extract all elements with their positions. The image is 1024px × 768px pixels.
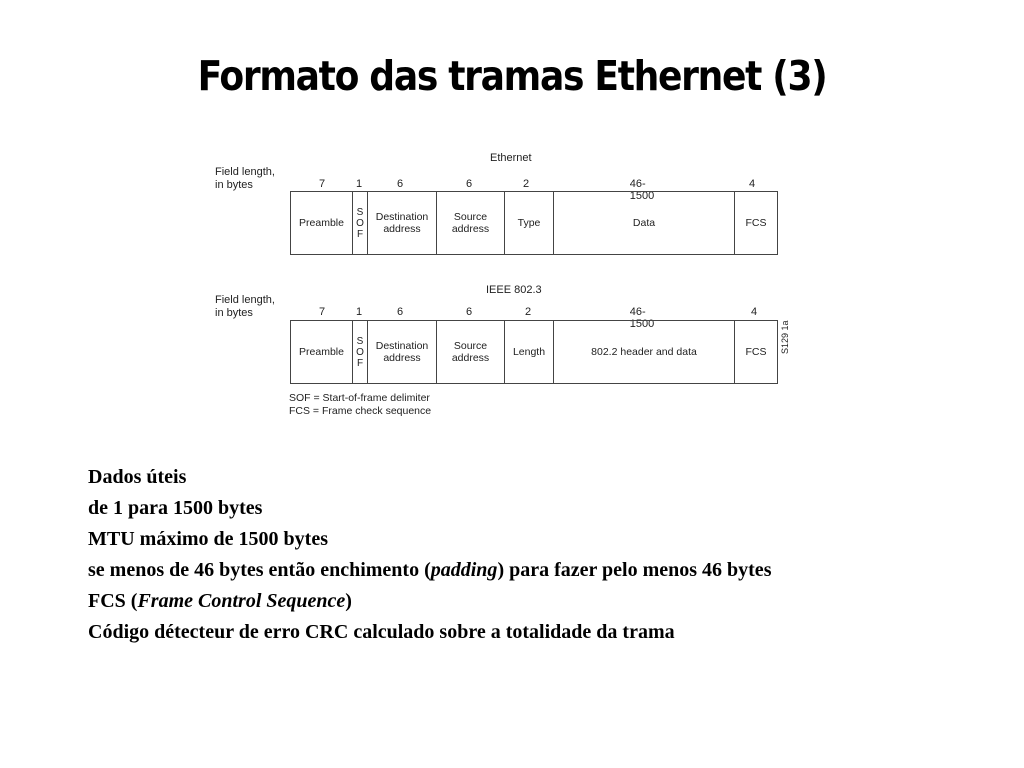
- figure-number: S129 1a: [780, 320, 790, 354]
- body-line: FCS (Frame Control Sequence): [88, 590, 352, 612]
- fcs-field: FCS: [745, 346, 767, 358]
- legend: SOF = Start-of-frame delimiter FCS = Frame check sequence: [289, 392, 432, 417]
- body-line: Dados úteis: [88, 466, 187, 488]
- preamble-field: Preamble: [291, 321, 353, 383]
- header-and-data-field: 802.2 header and data: [554, 321, 735, 383]
- data-field: Data: [554, 192, 735, 254]
- ieee-caption: IEEE 802.3: [486, 284, 542, 296]
- field-length-label: Field length, in bytes: [215, 166, 275, 191]
- ieee-frame: [290, 320, 778, 384]
- body-line: se menos de 46 bytes então enchimento (padding) para fazer pelo menos 46 bytes: [88, 559, 772, 581]
- body-line: Código détecteur de erro CRC calculado sobre a totalidade da trama: [88, 621, 675, 643]
- fcs-field: FCS: [745, 217, 767, 229]
- sof-field: S O F: [353, 192, 368, 254]
- slide-body: [88, 462, 988, 648]
- ethernet-frame: [290, 191, 778, 255]
- destination-address-field: Destination address: [368, 321, 437, 383]
- field-length-label: Field length, in bytes: [215, 294, 275, 319]
- source-address-field: Source address: [437, 321, 505, 383]
- destination-address-field: Destination address: [368, 192, 437, 254]
- slide-title: Formato das tramas Ethernet (3): [197, 52, 827, 100]
- body-line: de 1 para 1500 bytes: [88, 497, 263, 519]
- source-address-field: Source address: [437, 192, 505, 254]
- length-field: Length: [505, 321, 554, 383]
- sof-field: S O F: [353, 321, 368, 383]
- preamble-field: Preamble: [291, 192, 353, 254]
- body-line: MTU máximo de 1500 bytes: [88, 528, 328, 550]
- type-field: Type: [505, 192, 554, 254]
- ethernet-caption: Ethernet: [490, 152, 532, 164]
